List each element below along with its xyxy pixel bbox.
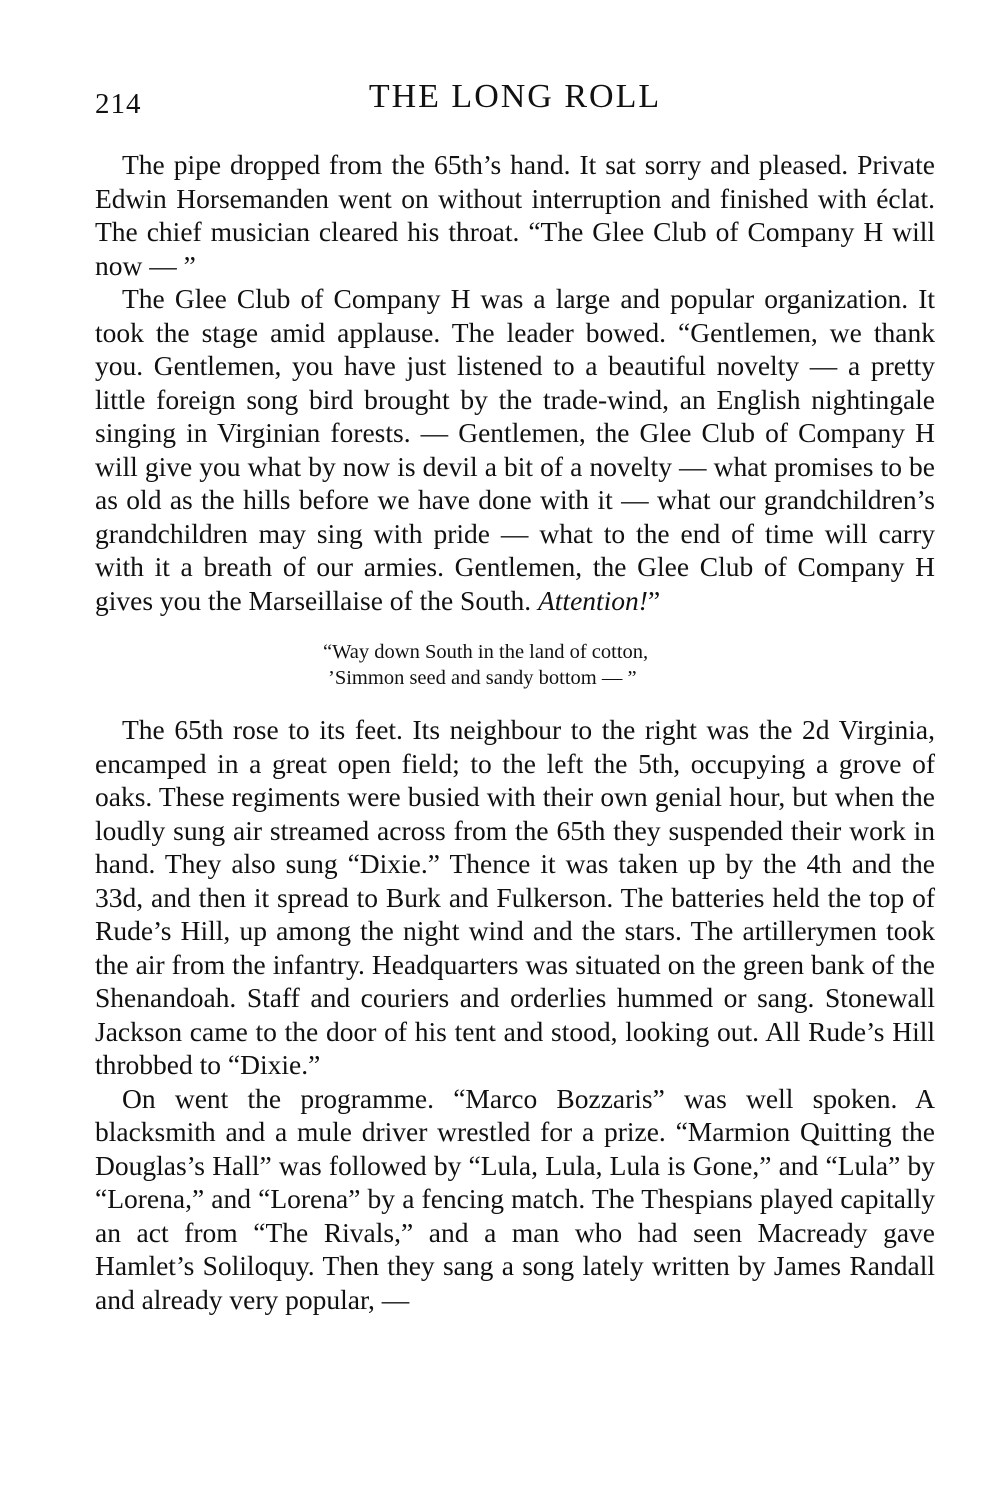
body-text: [95, 148, 935, 1316]
paragraph-1: The pipe dropped from the 65th’s hand. It sat sorry and pleased. Private Edwin Horsemanden went on without interruption and finished with éclat. The chief musician cleared his throat. “The Glee Club of Company H will now — ”: [95, 149, 935, 281]
song-quote-line-1: “Way down South in the land of cotton,: [323, 641, 649, 663]
song-quote-line-2: ’Simmon seed and sandy bottom — ”: [328, 667, 637, 689]
paragraph-3: The 65th rose to its feet. Its neighbour to the right was the 2d Virginia, encamped in a great open field; to the left the 5th, occupying a grove of oaks. These regiments were busied with their own genial hour, but when the loudly sung air streamed across from the 65th they suspended their work in hand. They also sung “Dixie.” Thence it was taken up by the 4th and the 33d, and then it spread to Burk and Fulkerson. The batteries held the top of Rude’s Hill, up among the night wind and the stars. The artillerymen took the air from the infantry. Headquarters was situated on the green bank of the Shenandoah. Staff and couriers and orderlies hummed or sang. Stonewall Jackson came to the door of his tent and stood, looking out. All Rude’s Hill throbbed to “Dixie.”: [95, 714, 935, 1080]
paragraph-4: On went the programme. “Marco Bozzaris” was well spoken. A blacksmith and a mule driver wrestled for a prize. “Marmion Quitting the Douglas’s Hall” was followed by “Lula, Lula, Lula is Gone,” and “Lula” by “Lorena,” and “Lorena” by a fencing match. The Thespians played capitally an act from “The Rivals,” and a man who had seen Macready gave Hamlet’s Soliloquy. Then they sang a song lately written by James Randall and already very popular, —: [95, 1082, 935, 1315]
paragraph-2-text: The Glee Club of Company H was a large and popular organization. It took the stage amid applause. The leader bowed. “Gentlemen, we thank you. Gentlemen, you have just listened to a beautiful novelty — a pretty little foreign song bird brought by the trade-wind, an English nightingale singing in Virginian forests. — Gentlemen, the Glee Club of Company H will give you what by now is devil a bit of a novelty — what promises to be as old as the hills before we have done with it — what our grandchildren’s grandchildren may sing with pride — what to the end of time will carry with it a breath of our armies. Gentlemen, the Glee Club of Company H gives you the Marseillaise of the South.: [95, 283, 935, 616]
page-number: 214: [95, 88, 142, 120]
attention-italic: Attention!: [537, 584, 648, 616]
running-title: THE LONG ROLL: [368, 78, 662, 115]
paragraph-2: [95, 282, 935, 617]
paragraph-2-close-quote: ”: [647, 584, 661, 616]
song-quote: [95, 639, 935, 691]
page-header: [95, 78, 935, 128]
